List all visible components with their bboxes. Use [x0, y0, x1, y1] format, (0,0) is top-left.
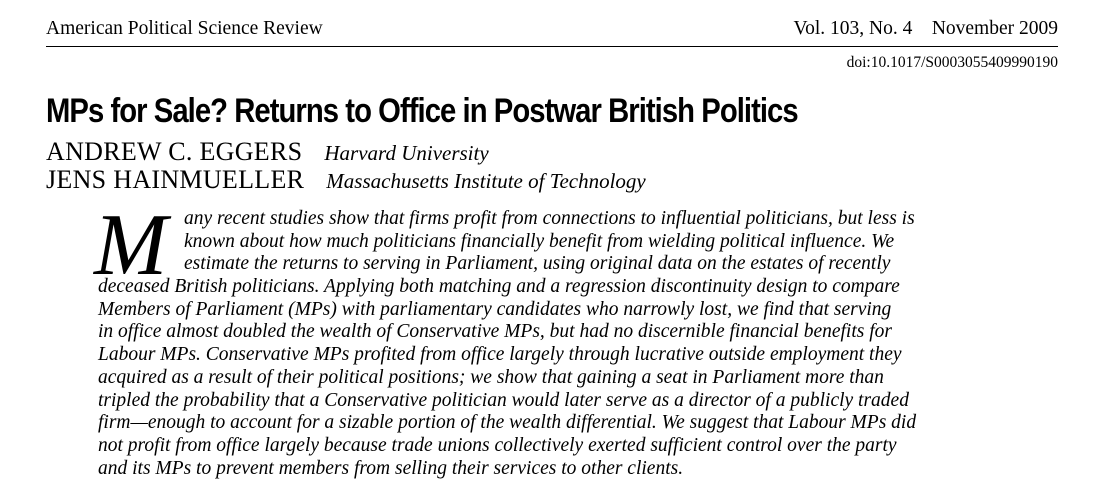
- author-affiliation: Harvard University: [324, 141, 489, 165]
- abstract-line: and its MPs to prevent members from selling their services to other clients.: [98, 457, 684, 479]
- author-entry: [46, 165, 646, 195]
- issue-info: Vol. 103, No. 4 November 2009: [793, 18, 1058, 39]
- abstract-line: tripled the probability that a Conservative politician would later serve as a director of a publicly traded: [98, 389, 909, 411]
- author-entry: [46, 137, 489, 167]
- abstract: [94, 197, 1006, 480]
- abstract-line: in office almost doubled the wealth of Conservative MPs, but had no discernible financial benefits for: [98, 321, 892, 343]
- author-name: JENS HAINMUELLER: [46, 165, 305, 194]
- abstract-line: known about how much politicians financially benefit from wielding political influence. We: [184, 230, 895, 252]
- abstract-line: any recent studies show that firms profit from connections to influential politicians, but less is: [184, 208, 915, 229]
- abstract-line: not profit from office largely because trade unions collectively exerted sufficient control over the party: [98, 434, 897, 456]
- abstract-line: Labour MPs. Conservative MPs profited from office largely through lucrative outside employment they: [98, 344, 902, 366]
- journal-name: American Political Science Review: [46, 18, 323, 39]
- author-affiliation: Massachusetts Institute of Technology: [326, 169, 646, 193]
- abstract-line: acquired as a result of their political positions; we show that gaining a seat in Parliament more than: [98, 366, 884, 388]
- doi: doi:10.1017/S0003055409990190: [846, 54, 1058, 71]
- abstract-line: deceased British politicians. Applying both matching and a regression discontinuity design to compare: [98, 276, 900, 298]
- paper-title: MPs for Sale? Returns to Office in Postwar British Politics: [46, 92, 798, 130]
- abstract-line: Members of Parliament (MPs) with parliamentary candidates who narrowly lost, we find that serving: [98, 298, 892, 320]
- author-name: ANDREW C. EGGERS: [46, 137, 303, 166]
- abstract-line: estimate the returns to serving in Parliament, using original data on the estates of recently: [184, 253, 891, 275]
- abstract-line: firm—enough to account for a sizable portion of the wealth differential. We suggest that Labour MPs did: [98, 412, 917, 434]
- header-rule: [46, 46, 1058, 47]
- drop-cap: M: [94, 197, 168, 294]
- running-header: [46, 18, 1058, 46]
